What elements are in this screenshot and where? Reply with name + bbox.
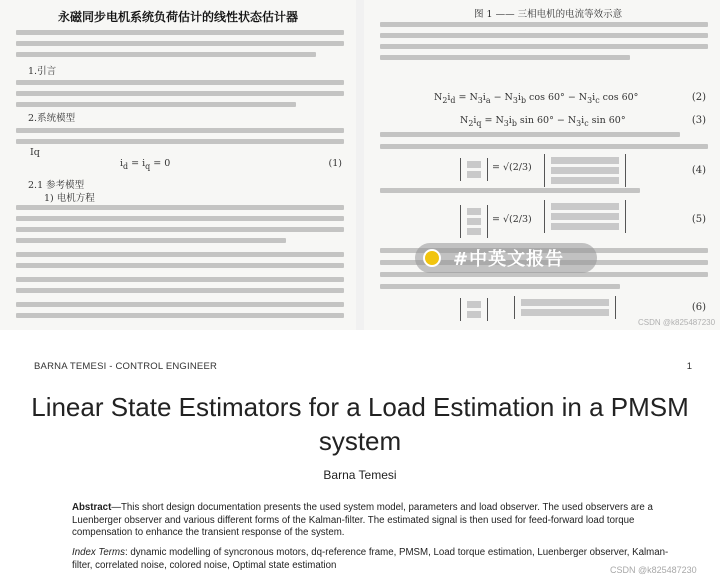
credit-bottom: CSDN @k825487230: [610, 565, 697, 575]
abstract-text: —This short design documentation presents the used system model, parameters and load observer. The used observers are a Luenberger observer and various different forms of the Kalman-filter. The estimated signal is then used for feed-forward load torque compensation to enhance the transient response of the system.: [72, 502, 653, 538]
abstract: [72, 502, 672, 540]
preview-left-heading-2: 2.系统模型: [28, 113, 76, 124]
index-terms-label: Index Terms: [72, 547, 125, 558]
paper-author: Barna Temesi: [323, 468, 397, 482]
page-number: 1: [686, 361, 692, 372]
preview-right-caption: 图 1 —— 三相电机的电流等效示意: [474, 9, 623, 20]
paper-page: [0, 335, 720, 577]
preview-right-eqno-5: (5): [691, 214, 706, 225]
abstract-label: Abstract: [72, 502, 112, 513]
preview-left-symbol: Iq: [30, 147, 40, 158]
preview-right-eqno-4: (4): [691, 165, 706, 176]
preview-right-eqno-6: (6): [691, 302, 706, 313]
preview-page-right: 图 1 —— 三相电机的电流等效示意 $N_2i_d = N_3i_a - N_3i_b$ $\cos 60^\circ - N_3i_c$ cos 60° (2) $N_2i_q = N_3i_b$ $\sin 60^\circ - N_3i_c$ sin 60° (3) = √(2/3) (4) = √(2/3) (5) (6): [364, 0, 720, 330]
preview-left-heading-4: 1) 电机方程: [44, 193, 95, 204]
preview-left-eqno: (1): [328, 158, 342, 169]
paper-title: Linear State Estimators for a Load Estimation in a PMSM system: [31, 392, 689, 456]
credit-top: CSDN @k825487230: [638, 318, 716, 327]
watermark-text: #中英文报告: [453, 249, 565, 270]
badge-dot-icon: [423, 249, 441, 267]
preview-right-eqno-3: (3): [691, 115, 706, 126]
preview-left-heading-1: 1.引言: [28, 66, 57, 77]
preview-page-left: 永磁同步电机系统负荷估计的线性状态估计器 1.引言 2.系统模型 Iq $i_d = i_q = 0$ (1) 2.1 参考模型 1) 电机方程: [0, 0, 356, 330]
index-terms: [72, 547, 672, 572]
preview-left-title: 永磁同步电机系统负荷估计的线性状态估计器: [57, 10, 298, 24]
watermark-badge: [415, 243, 597, 273]
preview-left-heading-3: 2.1 参考模型: [28, 180, 85, 191]
running-header: BARNA TEMESI - CONTROL ENGINEER: [34, 361, 218, 372]
preview-right-eqno-2: (2): [691, 92, 706, 103]
index-terms-text: : dynamic modelling of syncronous motors, dq-reference frame, PMSM, Load torque estimation, Luenberger observer, Kalman-filter, correlated noise, colored noise, Optimal state estimation: [72, 547, 669, 571]
